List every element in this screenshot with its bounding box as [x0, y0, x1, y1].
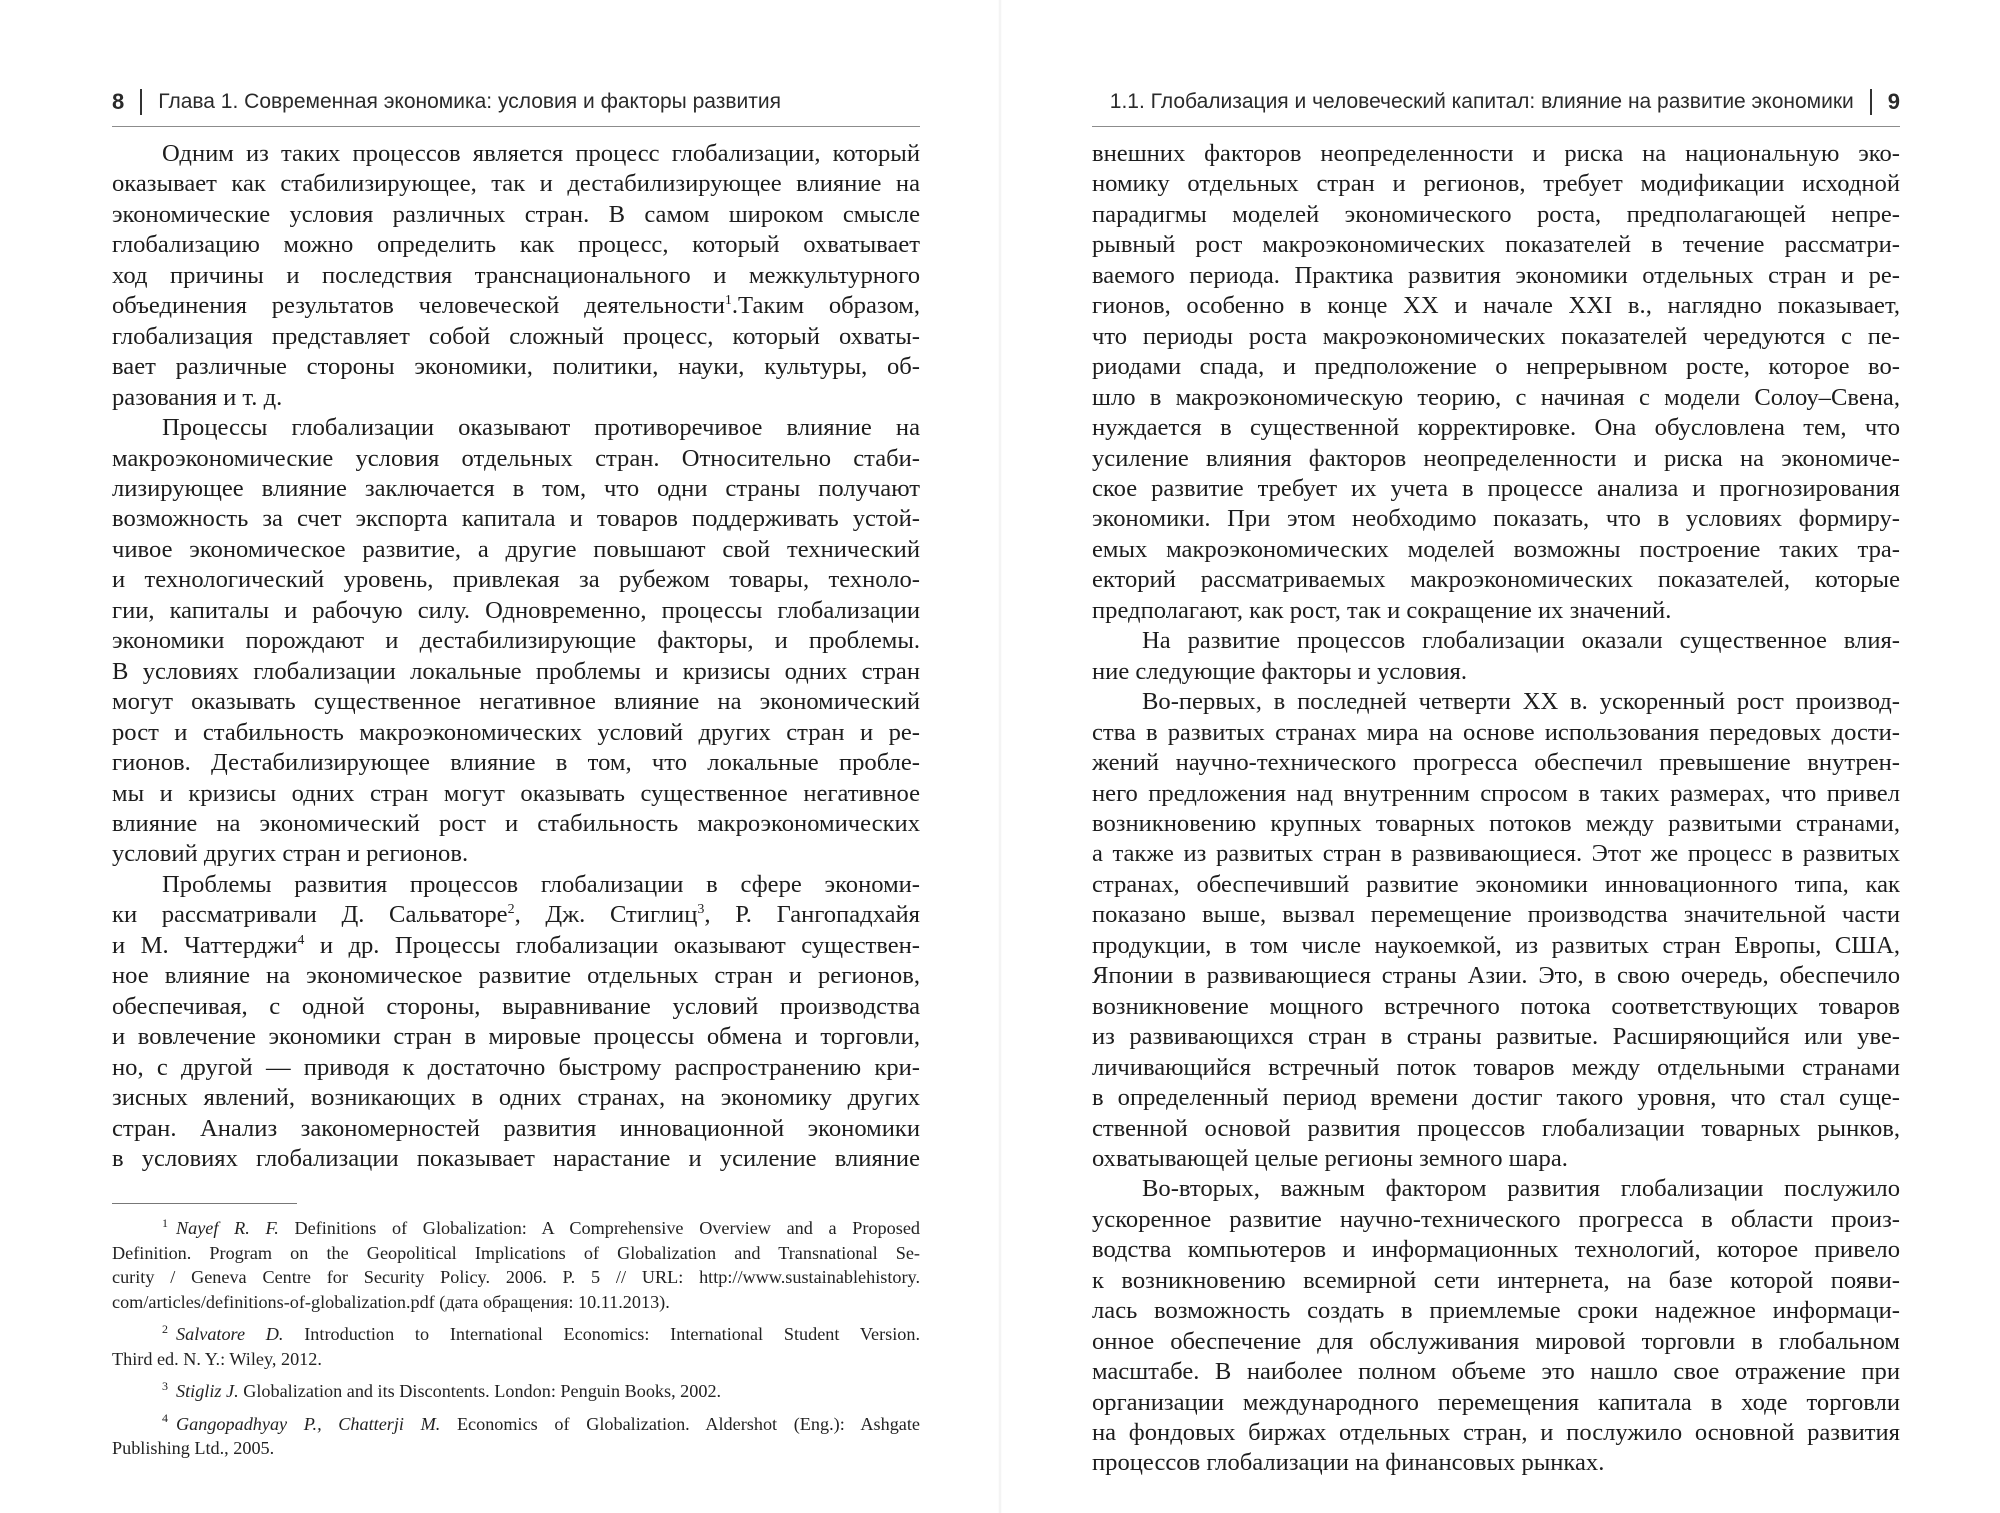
footnote [112, 1322, 920, 1371]
text-segment: и технологический уровень, привлекая за рубежом товары, техноло- [112, 566, 920, 594]
text-segment: объединения результатов человеческой деятельности [112, 292, 725, 320]
footnote-line [112, 1322, 920, 1347]
text-line [112, 200, 920, 230]
text-line [1092, 413, 1900, 443]
text-segment: ки рассматривали Д. Сальваторе [112, 901, 508, 929]
text-segment: возникновение мощного встречного потока соответствующих товаров [1092, 992, 1900, 1020]
footnote-text: com/articles/definitions-of-globalization.pdf (дата обращения: 10.11.2013). [112, 1291, 670, 1312]
text-line [1092, 169, 1900, 199]
text-line [1092, 1327, 1900, 1357]
text-segment: экономики. При этом необходимо показать, что в условиях формиру- [1092, 505, 1900, 533]
text-line [1092, 504, 1900, 534]
footnote-reference: 2 [507, 902, 515, 918]
footnote-line [112, 1216, 920, 1241]
text-line [112, 900, 920, 930]
right-body-text [1092, 139, 1900, 1479]
text-line [112, 291, 920, 321]
text-segment: Во-первых, в последней четверти XX в. ускоренный рост производ- [1142, 688, 1900, 716]
text-line [1092, 1448, 1900, 1478]
text-line [112, 779, 920, 809]
text-segment: гии, капиталы и рабочую силу. Одновременно, процессы глобализации [112, 596, 920, 624]
text-segment: онное обеспечение для обслуживания мировой торговли в глобальном [1092, 1327, 1900, 1355]
footnote-line [112, 1265, 920, 1290]
footnote-reference: 4 [297, 932, 305, 948]
text-segment: ное влияние на экономическое развитие отдельных стран и регионов, [112, 962, 920, 990]
text-segment: номику отдельных стран и регионов, требует модификации исходной [1092, 170, 1900, 198]
text-segment: рост и стабильность макроэкономических условий других стран и ре- [112, 718, 920, 746]
text-segment: экономические условия различных стран. В самом широком смысле [112, 200, 920, 228]
footnote-line [112, 1379, 920, 1404]
footnote-reference: 3 [697, 902, 705, 918]
text-segment: влияние на экономический рост и стабильность макроэкономических [112, 809, 920, 837]
text-segment: на фондовых биржах отдельных стран, и послужило основной развития [1092, 1419, 1900, 1447]
text-line [1092, 1114, 1900, 1144]
text-segment: .Таким образом, [731, 292, 920, 320]
section-title: 1.1. Глобализация и человеческий капитал: влияние на развитие экономики [1109, 90, 1854, 113]
text-segment: глобализация представляет собой сложный процесс, который охваты- [112, 322, 920, 350]
footnote-author: Gangopadhyay P., Chatterji M. [176, 1413, 441, 1434]
text-segment: охватывающей целые регионы земного шара. [1092, 1144, 1568, 1172]
text-line [112, 139, 920, 169]
text-segment: рывный рост макроэкономических показателей в течение рассматри- [1092, 231, 1900, 259]
left-header-rule [112, 126, 920, 127]
text-line [1092, 626, 1900, 656]
right-running-header [1092, 84, 1900, 120]
text-segment: из развивающихся стран в страны развитые. Расширяющийся или уве- [1092, 1023, 1900, 1051]
footnote-text: Definition. Program on the Geopolitical Implications of Globalization and Transnational Se- [112, 1242, 920, 1263]
header-separator [140, 89, 142, 115]
right-header-rule [1092, 126, 1900, 127]
text-segment: стран. Анализ закономерностей развития инновационной экономики [112, 1114, 920, 1142]
text-line [112, 809, 920, 839]
text-line [1092, 1174, 1900, 1204]
text-segment: глобализацию можно определить как процесс, который охватывает [112, 231, 920, 259]
footnote-author: Nayef R. F. [176, 1218, 279, 1238]
text-segment: парадигмы моделей экономического роста, предполагающей непре- [1092, 200, 1900, 228]
text-line [112, 839, 920, 869]
text-line [1092, 779, 1900, 809]
footnote-line [112, 1241, 920, 1266]
text-line [112, 352, 920, 382]
text-line [112, 657, 920, 687]
text-segment: ское развитие требует их учета в процессе анализа и прогнозирования [1092, 474, 1900, 502]
text-segment: условий других стран и регионов. [112, 840, 469, 868]
text-line [1092, 565, 1900, 595]
text-segment: экономики порождают и дестабилизирующие факторы, и проблемы. [112, 627, 920, 655]
text-segment: емых макроэкономических моделей возможны построение таких тра- [1092, 535, 1900, 563]
text-line [112, 1083, 920, 1113]
text-segment: организации международного перемещения капитала в ходе торговли [1092, 1388, 1900, 1416]
text-line [112, 1144, 920, 1174]
text-line [1092, 474, 1900, 504]
text-segment: продукции, в том числе наукоемкой, из развитых стран Европы, США, [1092, 931, 1900, 959]
header-separator [1870, 89, 1872, 115]
text-line [112, 961, 920, 991]
footnote-line [112, 1412, 920, 1437]
text-segment: екторий рассматриваемых макроэкономических показателей, которые [1092, 566, 1900, 594]
text-segment: странах, обеспечивший развитие экономики инновационного типа, как [1092, 870, 1900, 898]
left-body-text [112, 139, 920, 1174]
footnote [112, 1412, 920, 1461]
text-line [1092, 1357, 1900, 1387]
text-segment: возникновению крупных товарных потоков между развитыми странами, [1092, 809, 1900, 837]
text-line [112, 504, 920, 534]
text-line [1092, 718, 1900, 748]
footnote-line [112, 1347, 920, 1372]
text-line [1092, 444, 1900, 474]
text-segment: риодами спада, и предположение о непрерывном росте, которое во- [1092, 353, 1900, 381]
text-segment: ственной основой развития процессов глобализации товарных рынков, [1092, 1114, 1900, 1142]
text-segment: к возникновению всемирной сети интернета, на базе которой появи- [1092, 1266, 1900, 1294]
text-segment: Процессы глобализации оказывают противоречивое влияние на [162, 414, 920, 442]
text-line [112, 383, 920, 413]
text-segment: оказывает как стабилизирующее, так и дестабилизирующее влияние на [112, 170, 920, 198]
text-line [112, 169, 920, 199]
text-segment: На развитие процессов глобализации оказали существенное влия- [1142, 627, 1900, 655]
text-segment: , Дж. Стиглиц [514, 901, 698, 929]
text-line [112, 565, 920, 595]
text-line [112, 687, 920, 717]
text-line [1092, 535, 1900, 565]
text-line [112, 596, 920, 626]
text-segment: Японии в развивающиеся страны Азии. Это, в свою очередь, обеспечило [1092, 962, 1900, 990]
text-line [112, 535, 920, 565]
footnote-text: Publishing Ltd., 2005. [112, 1438, 275, 1458]
text-segment: внешних факторов неопределенности и риска на национальную эко- [1092, 140, 1900, 167]
text-segment: Проблемы развития процессов глобализации в сфере экономи- [162, 870, 920, 898]
text-segment: обеспечивая, с одной стороны, выравнивание условий производства [112, 992, 920, 1020]
text-segment: могут оказывать существенное негативное влияние на экономический [112, 688, 920, 716]
text-segment: процессов глобализации на финансовых рынках. [1092, 1449, 1605, 1477]
text-segment: но, с другой — приводя к достаточно быстрому распространению кри- [112, 1053, 920, 1081]
text-segment: макроэкономические условия отдельных стран. Относительно стаби- [112, 444, 920, 472]
footnote-gap [112, 1371, 920, 1379]
text-line [1092, 900, 1900, 930]
text-segment: показано выше, вызвал перемещение производства значительной части [1092, 901, 1900, 929]
text-segment: нуждается в существенной корректировке. Она обусловлена тем, что [1092, 414, 1900, 442]
text-segment: шло в макроэкономическую теорию, с начиная с модели Солоу–Свена, [1092, 383, 1900, 411]
text-line [1092, 383, 1900, 413]
text-segment: мы и кризисы одних стран могут оказывать существенное негативное [112, 779, 920, 807]
text-line [112, 1114, 920, 1144]
text-segment: лизирующее влияние заключается в том, что одни страны получают [112, 474, 920, 502]
footnote [112, 1216, 920, 1314]
footnote [112, 1379, 920, 1404]
footnote-text: Definitions of Globalization: A Comprehensive Overview and a Proposed [278, 1218, 920, 1238]
footnote-text: Third ed. N. Y.: Wiley, 2012. [112, 1348, 322, 1369]
text-segment: в определенный период времени достиг такого уровня, что стал суще- [1092, 1084, 1900, 1112]
text-segment: личивающийся встречный поток товаров между отдельными странами [1092, 1053, 1900, 1081]
text-segment: вает различные стороны экономики, политики, науки, культуры, об- [112, 353, 920, 381]
footnote-line [112, 1290, 920, 1315]
text-segment: , Р. Гангопадхайя [704, 901, 920, 929]
text-segment: гионов, особенно в конце XX и начале XXI в., наглядно показывает, [1092, 292, 1900, 320]
left-running-header [112, 84, 920, 120]
footnote-author: Salvatore D. [176, 1324, 284, 1344]
text-line [1092, 748, 1900, 778]
text-segment: В условиях глобализации локальные проблемы и кризисы одних стран [112, 657, 920, 685]
text-segment: и М. Чаттерджи [112, 931, 298, 959]
text-segment: ускоренное развитие научно-технического прогресса в области произ- [1092, 1205, 1900, 1233]
text-segment: чивое экономическое развитие, а другие повышают свой технический [112, 535, 920, 563]
footnotes [112, 1216, 920, 1461]
text-segment: а также из развитых стран в развивающиеся. Этот же процесс в развитых [1092, 840, 1900, 868]
text-line [112, 1022, 920, 1052]
text-segment: и др. Процессы глобализации оказывают существен- [304, 931, 920, 959]
text-line [112, 444, 920, 474]
footnote-author: Stigliz J. [176, 1381, 239, 1401]
text-line [1092, 1144, 1900, 1174]
text-segment: усиление влияния факторов неопределенности и риска на экономиче- [1092, 444, 1900, 472]
text-line [112, 992, 920, 1022]
text-line [1092, 1022, 1900, 1052]
text-line [1092, 687, 1900, 717]
footnote-text: Globalization and its Discontents. London: Penguin Books, 2002. [238, 1381, 722, 1401]
text-line [1092, 870, 1900, 900]
footnote-gap [112, 1314, 920, 1322]
text-segment: Во-вторых, важным фактором развития глобализации послужило [1142, 1175, 1900, 1203]
text-line [1092, 1296, 1900, 1326]
text-line [1092, 1205, 1900, 1235]
footnote-mark: 1 [162, 1215, 168, 1230]
text-segment: ние следующие факторы и условия. [1092, 657, 1468, 685]
text-segment: него предложения над внутренним спросом в таких размерах, что привел [1092, 779, 1900, 807]
text-segment: гионов. Дестабилизирующее влияние в том, что локальные пробле- [112, 749, 920, 777]
text-segment: что периоды роста макроэкономических показателей чередуются с пе- [1092, 322, 1900, 350]
text-segment: лась возможность создать в приемлемые сроки надежное информаци- [1092, 1297, 1900, 1325]
text-segment: водства компьютеров и информационных технологий, которое привело [1092, 1236, 1900, 1264]
text-line [1092, 139, 1900, 169]
text-segment: в условиях глобализации показывает нарастание и усиление влияние [112, 1144, 920, 1172]
text-segment: разования и т. д. [112, 383, 283, 411]
text-line [112, 718, 920, 748]
text-segment: жений научно-технического прогресса обеспечил превышение внутрен- [1092, 749, 1900, 777]
text-line [1092, 992, 1900, 1022]
text-line [1092, 322, 1900, 352]
text-line [1092, 596, 1900, 626]
left-page-number: 8 [112, 89, 125, 114]
text-line [1092, 200, 1900, 230]
text-segment: возможность за счет экспорта капитала и товаров поддерживать устой- [112, 505, 920, 533]
text-segment: ход причины и последствия транснационального и межкультурного [112, 261, 920, 289]
chapter-title: Глава 1. Современная экономика: условия и факторы развития [158, 90, 781, 113]
text-line [1092, 657, 1900, 687]
text-line [112, 626, 920, 656]
text-line [112, 474, 920, 504]
text-line [1092, 961, 1900, 991]
text-line [112, 322, 920, 352]
text-line [1092, 1235, 1900, 1265]
footnote-rule [112, 1203, 297, 1204]
text-line [1092, 230, 1900, 260]
text-line [1092, 839, 1900, 869]
text-segment: Одним из таких процессов является процесс глобализации, который [162, 140, 920, 167]
text-line [112, 413, 920, 443]
footnote-line [112, 1436, 920, 1461]
text-line [1092, 931, 1900, 961]
text-segment: предполагают, как рост, так и сокращение их значений. [1092, 596, 1672, 624]
text-line [112, 870, 920, 900]
text-line [112, 1053, 920, 1083]
footnote-reference: 1 [724, 293, 732, 309]
text-line [1092, 1388, 1900, 1418]
text-line [1092, 352, 1900, 382]
text-line [1092, 809, 1900, 839]
text-line [1092, 261, 1900, 291]
footnote-text: Introduction to International Economics: International Student Version. [283, 1324, 920, 1344]
text-line [1092, 1418, 1900, 1448]
footnote-mark: 3 [162, 1378, 168, 1393]
footnote-mark: 4 [162, 1411, 168, 1426]
right-page-number: 9 [1887, 89, 1900, 114]
text-line [112, 748, 920, 778]
text-line [1092, 1266, 1900, 1296]
text-segment: масштабе. В наиболее полном объеме это нашло свое отражение при [1092, 1358, 1900, 1386]
footnote-mark: 2 [162, 1321, 168, 1336]
text-segment: и вовлечение экономики стран в мировые процессы обмена и торговли, [112, 1023, 920, 1051]
text-segment: ваемого периода. Практика развития экономики отдельных стран и ре- [1092, 261, 1900, 289]
text-line [1092, 291, 1900, 321]
text-line [112, 931, 920, 961]
footnote-text: Economics of Globalization. Aldershot (Eng.): Ashgate [440, 1413, 920, 1434]
text-segment: ства в развитых странах мира на основе использования передовых дости- [1092, 718, 1900, 746]
text-line [112, 261, 920, 291]
text-segment: зисных явлений, возникающих в одних странах, на экономику других [112, 1084, 920, 1112]
text-line [1092, 1083, 1900, 1113]
text-line [112, 230, 920, 260]
right-page [1000, 0, 2000, 1513]
footnote-gap [112, 1404, 920, 1412]
footnote-text: curity / Geneva Centre for Security Policy. 2006. P. 5 // URL: http://www.sustainablehistory. [112, 1267, 920, 1287]
text-line [1092, 1053, 1900, 1083]
